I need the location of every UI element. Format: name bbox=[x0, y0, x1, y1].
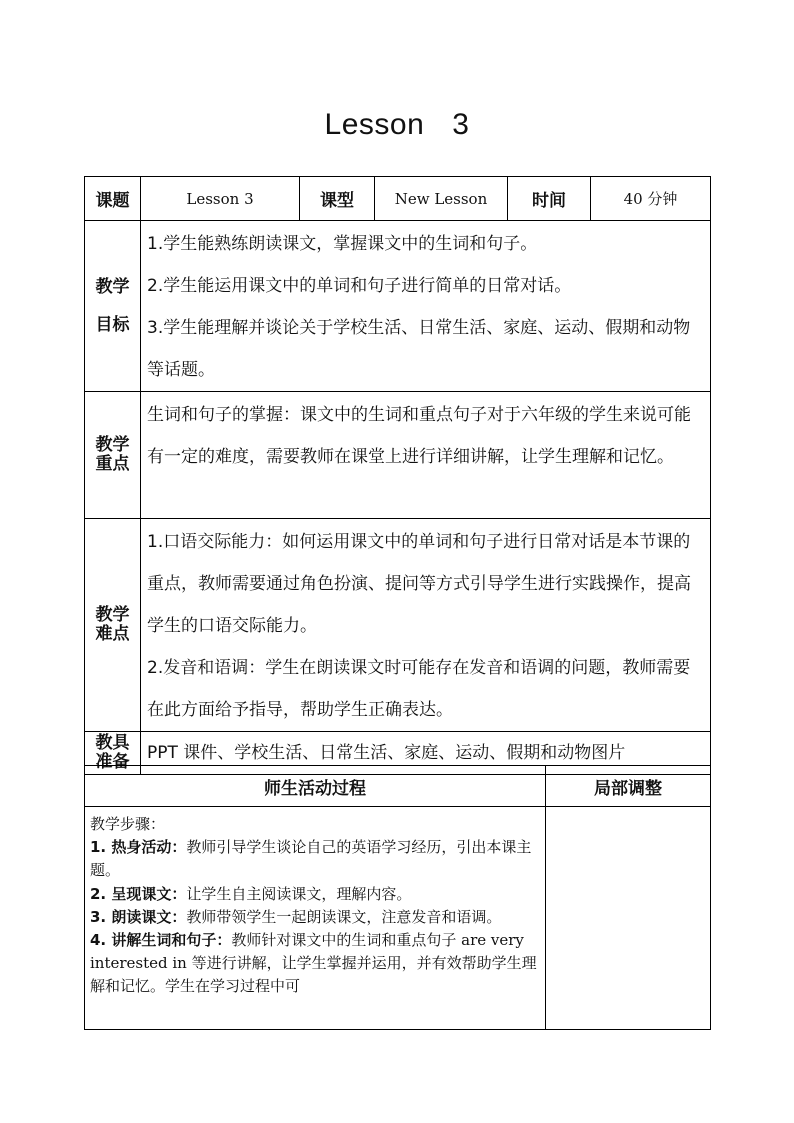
materials-label: 教具 准备 bbox=[85, 732, 141, 775]
time-value: 40 分钟 bbox=[591, 177, 711, 221]
difficulties-content bbox=[141, 519, 711, 732]
header-row bbox=[85, 177, 711, 221]
process-header-row bbox=[85, 766, 711, 807]
process-header-left: 师生活动过程 bbox=[85, 766, 546, 807]
steps-intro: 教学步骤： bbox=[90, 815, 166, 833]
key-points-row bbox=[85, 392, 711, 519]
difficulties-row bbox=[85, 519, 711, 732]
process-steps bbox=[85, 807, 546, 1030]
title-number: 3 bbox=[452, 108, 470, 141]
materials-content: PPT 课件、学校生活、日常生活、家庭、运动、假期和动物图片 bbox=[141, 732, 711, 775]
step-item: 1. 热身活动：教师引导学生谈论自己的英语学习经历，引出本课主题。 bbox=[90, 838, 532, 880]
process-header-right: 局部调整 bbox=[546, 766, 711, 807]
difficulties-label: 教学 难点 bbox=[85, 519, 141, 732]
objectives-content bbox=[141, 221, 711, 392]
objective-item: 1.学生能熟练朗读课文，掌握课文中的生词和句子。 bbox=[147, 234, 538, 254]
objective-item: 3.学生能理解并谈论关于学校生活、日常生活、家庭、运动、假期和动物等话题。 bbox=[147, 318, 691, 380]
step-item: 4. 讲解生词和句子：教师针对课文中的生词和重点句子 are very interested in 等进行讲解，让学生掌握并运用，并有效帮助学生理解和记忆。学生在学习过程中可 bbox=[90, 931, 537, 996]
process-table bbox=[84, 765, 711, 1030]
step-item: 2. 呈现课文：让学生自主阅读课文，理解内容。 bbox=[90, 884, 412, 903]
step-item: 3. 朗读课文：教师带领学生一起朗读课文，注意发音和语调。 bbox=[90, 907, 502, 926]
process-content-row bbox=[85, 807, 711, 1030]
topic-value: Lesson 3 bbox=[141, 177, 300, 221]
adjustment-cell bbox=[546, 807, 711, 1030]
lesson-plan-table bbox=[84, 176, 711, 775]
difficulty-item: 1.口语交际能力：如何运用课文中的单词和句子进行日常对话是本节课的重点，教师需要通过角色扮演、提问等方式引导学生进行实践操作，提高学生的口语交际能力。 bbox=[147, 532, 691, 636]
objective-item: 2.学生能运用课文中的单词和句子进行简单的日常对话。 bbox=[147, 276, 572, 296]
topic-label: 课题 bbox=[85, 177, 141, 221]
title-word: Lesson bbox=[324, 108, 425, 141]
difficulty-item: 2.发音和语调：学生在朗读课文时可能存在发音和语调的问题，教师需要在此方面给予指导，帮助学生正确表达。 bbox=[147, 658, 691, 720]
type-value: New Lesson bbox=[375, 177, 508, 221]
page-title bbox=[0, 108, 794, 142]
key-points-label: 教学 重点 bbox=[85, 392, 141, 519]
time-label: 时间 bbox=[508, 177, 591, 221]
key-points-content: 生词和句子的掌握：课文中的生词和重点句子对于六年级的学生来说可能有一定的难度，需要教师在课堂上进行详细讲解，让学生理解和记忆。 bbox=[141, 392, 711, 519]
objectives-label: 教学 目标 bbox=[85, 221, 141, 392]
objectives-row bbox=[85, 221, 711, 392]
type-label: 课型 bbox=[300, 177, 375, 221]
